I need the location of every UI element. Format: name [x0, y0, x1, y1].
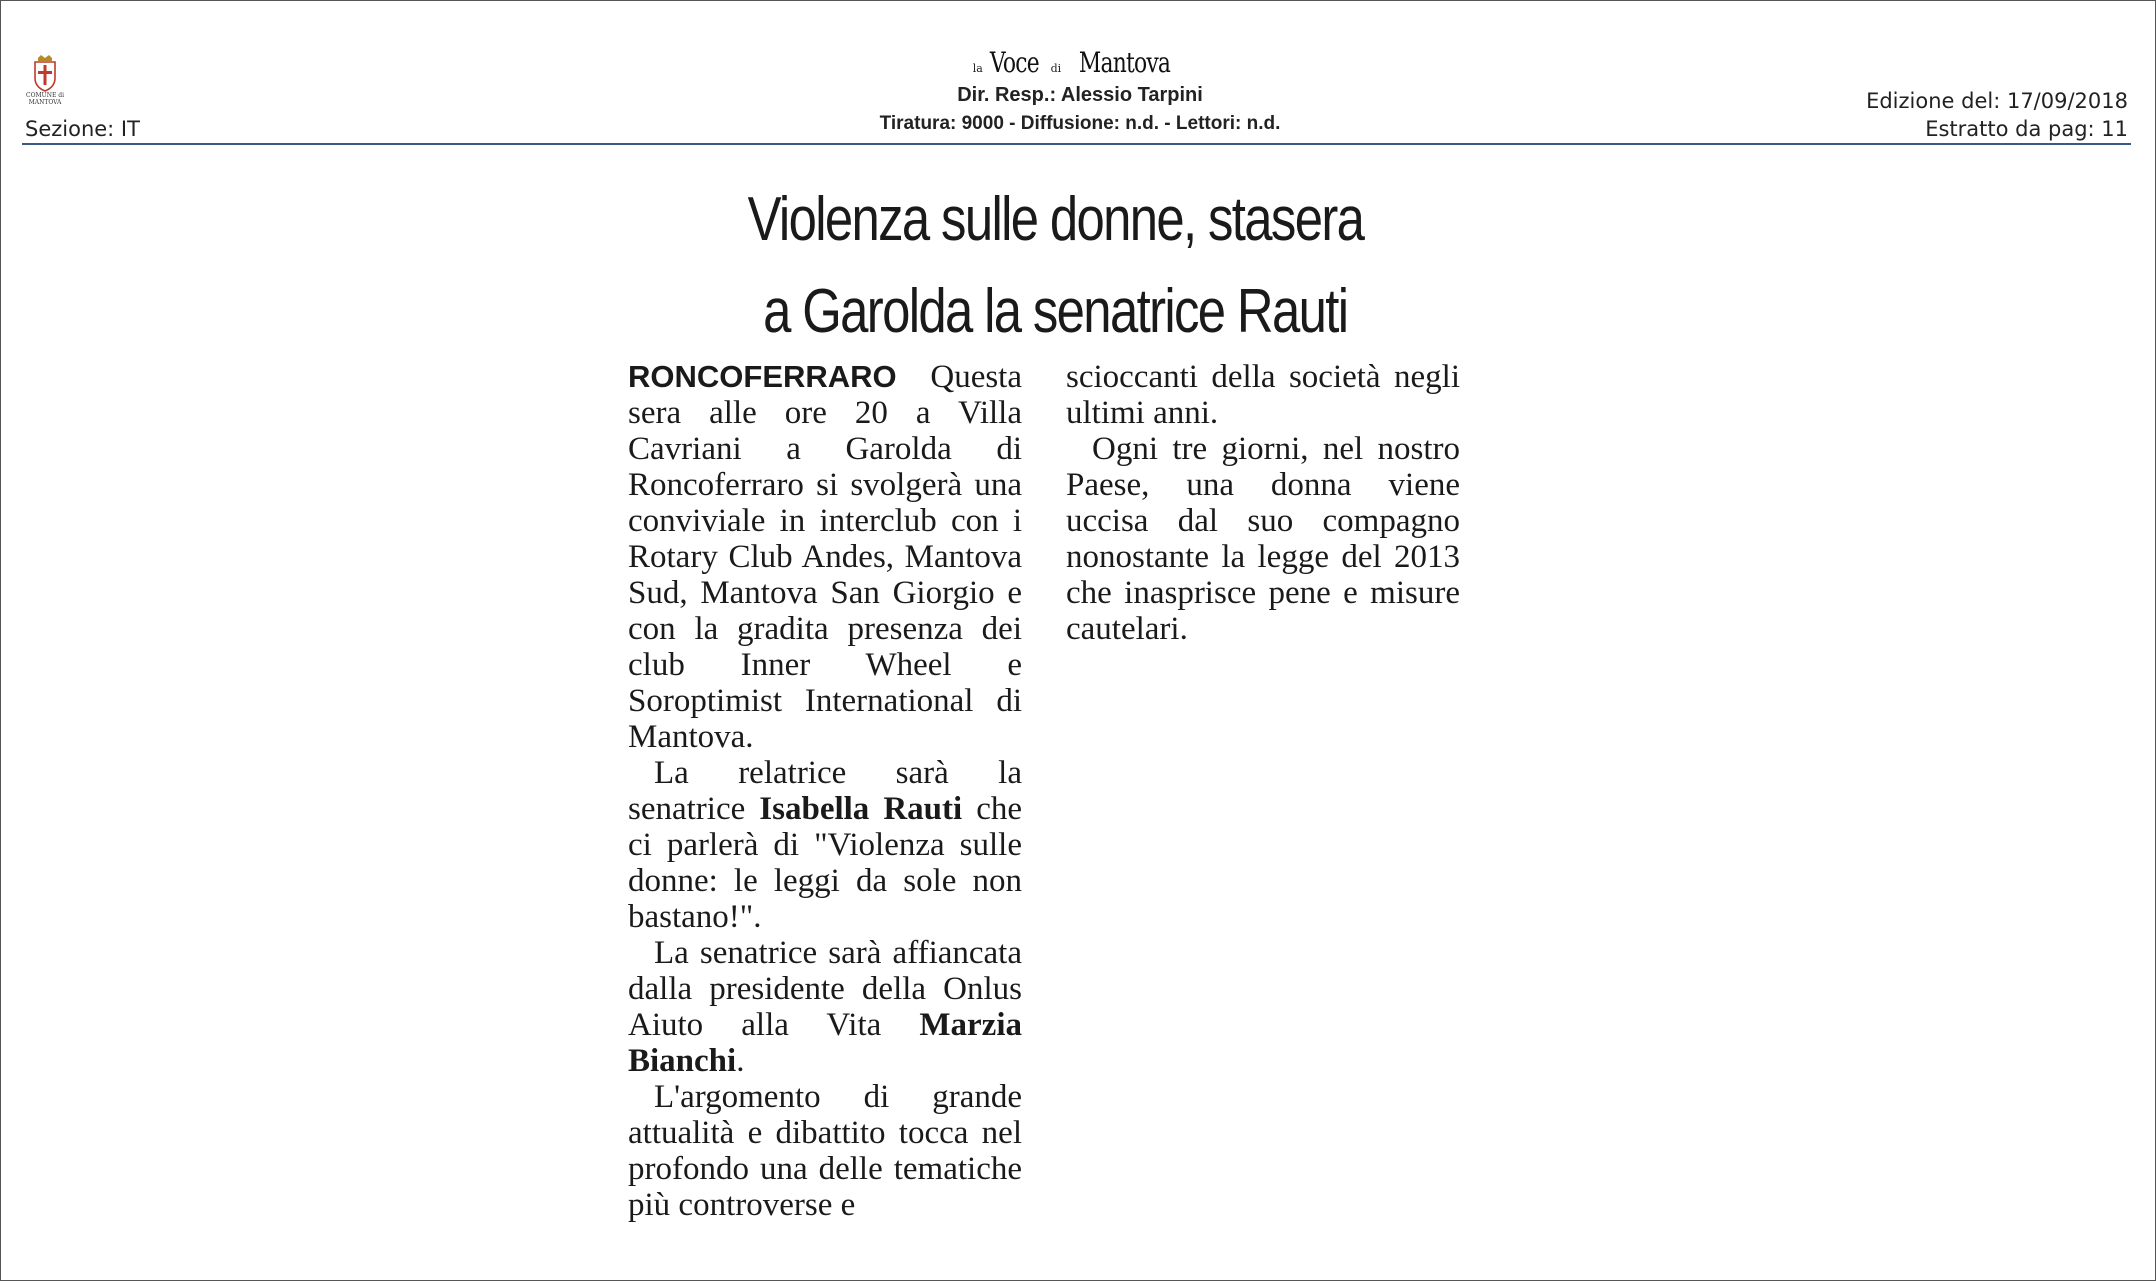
article-paragraph-5: Ogni tre giorni, nel nostro Paese, una donna viene uccisa dal suo compagno nonostante la legge del 2013 che inasprisce pene e misure cautelari. [1066, 431, 1460, 647]
article-title-line2: a Garolda la senatrice Rauti [762, 277, 1348, 346]
article-paragraph-4-continued: scioccanti della società negli ultimi anni. [1066, 359, 1460, 431]
masthead-la: la [972, 62, 983, 75]
article-paragraph-1: RONCOFERRARO Questa sera alle ore 20 a Villa Cavriani a Garolda di Roncoferraro si svolgerà una conviviale in interclub con i Rotary Club Andes, Mantova Sud, Mantova San Giorgio e con la gradita presenza dei club Inner Wheel e Soroptimist International di Mantova. [628, 359, 1022, 755]
article-column-2 [1066, 359, 1460, 647]
masthead-di: di [1050, 62, 1062, 75]
director-line: Dir. Resp.: Alessio Tarpini [957, 84, 1203, 106]
article-paragraph-2: La relatrice sarà la senatrice Isabella Rauti che ci parlerà di "Violenza sulle donne: le leggi da sole non bastano!". [628, 755, 1022, 935]
section-label: Sezione: IT [25, 117, 140, 141]
article-column-1 [628, 359, 1022, 1223]
page-extract: Estratto da pag: 11 [1925, 117, 2128, 141]
person-name: Marzia Bianchi [628, 1007, 1022, 1079]
masthead-voce: Voce [989, 46, 1039, 79]
comune-logo [24, 54, 66, 112]
dateline: RONCOFERRARO [628, 359, 897, 394]
coat-of-arms-icon [32, 54, 58, 92]
person-name: Isabella Rauti [759, 791, 963, 827]
newspaper-masthead [946, 46, 1210, 86]
masthead-mantova: Mantova [1079, 46, 1171, 79]
article-paragraph-4: L'argomento di grande attualità e dibattito tocca nel profondo una delle tematiche più controverse e [628, 1079, 1022, 1223]
article-title-line1: Violenza sulle donne, stasera [747, 185, 1363, 254]
logo-caption: COMUNE di MANTOVA [25, 92, 64, 106]
circulation-line: Tiratura: 9000 - Diffusione: n.d. - Lettori: n.d. [879, 113, 1281, 134]
article-paragraph-3: La senatrice sarà affiancata dalla presidente della Onlus Aiuto alla Vita Marzia Bianchi. [628, 935, 1022, 1079]
edition-date: Edizione del: 17/09/2018 [1866, 89, 2128, 113]
header-divider [22, 143, 2131, 145]
